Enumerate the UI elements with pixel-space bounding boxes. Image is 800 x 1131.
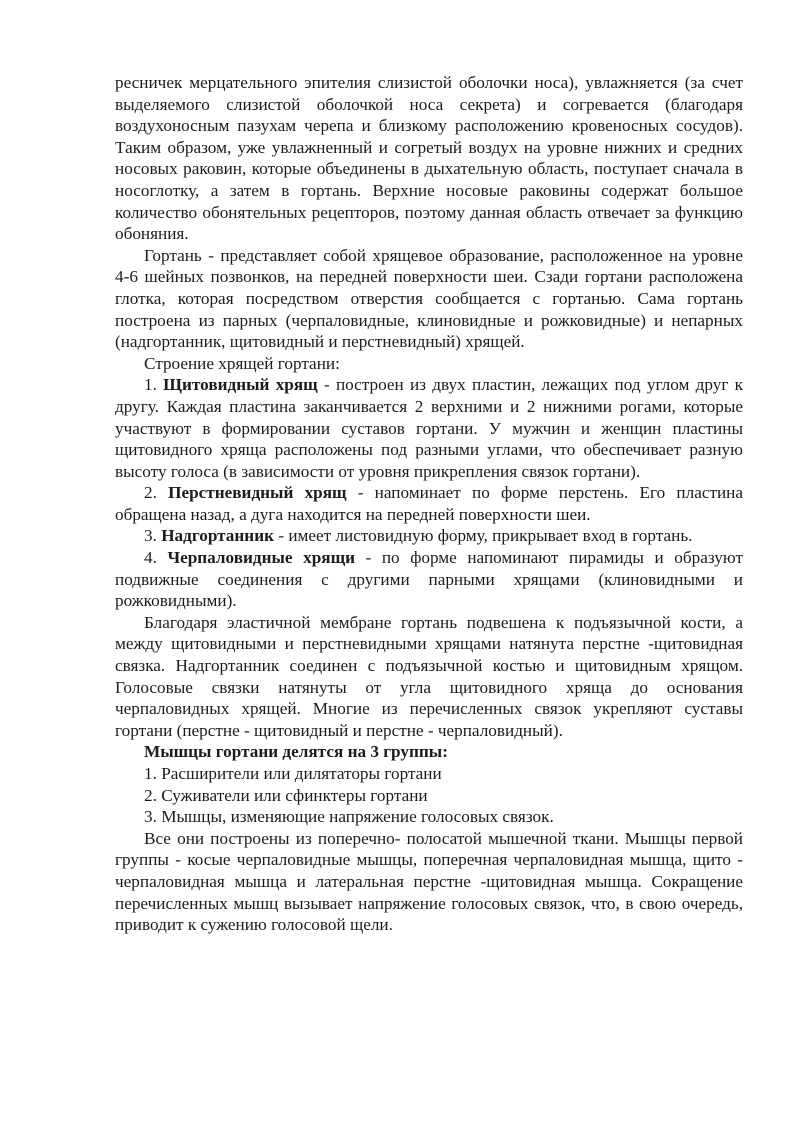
list-number: 3. — [144, 526, 162, 546]
list-number: 4. — [144, 548, 168, 568]
muscle-group-item: 2. Суживатели или сфинктеры гортани — [144, 785, 428, 805]
list-number: 2. — [144, 483, 169, 503]
list-item-cricoid-cartilage — [115, 482, 743, 525]
term-thyroid-cartilage: Щитовидный хрящ — [163, 375, 318, 395]
term-epiglottis: Надгортанник — [161, 526, 275, 546]
document-page — [115, 72, 743, 936]
muscle-group-item: 1. Расширители или дилятаторы гортани — [144, 764, 442, 783]
muscle-group-item: 3. Мышцы, изменяющие напряжение голосовых связок. — [144, 807, 554, 827]
paragraph-nose-air: ресничек мерцательного эпителия слизистой оболочки носа), увлажняется (за счет выделяемого слизистой оболочкой носа секрета) и согревается (благодаря воздухоносным пазухам черепа и близкому расположению кровеносных сосудов). Таким образом, уже увлажненный и согретый воздух на уровне нижних и средних носовых раковин, которые объединены в дыхательную область, поступает сначала в носоглотку, а затем в гортань. Верхние носовые раковины содержат большое количество обонятельных рецепторов, поэтому данная область отвечает за функцию обоняния. — [115, 73, 743, 244]
paragraph-larynx-intro: Гортань - представляет собой хрящевое образование, расположенное на уровне 4-6 шейных позвонков, на передней поверхности шеи. Сзади гортани расположена глотка, которая посредством отверстия сообщается с гортанью. Сама гортань построена из парных (черпаловидные, клиновидные и рожковидные) и непарных (надгортанник, щитовидный и перстневидный) хрящей. — [115, 245, 743, 352]
list-item-epiglottis — [115, 525, 743, 547]
definition-text: - построен из двух пластин, лежащих под углом друг к другу. Каждая пластина заканчивается 2 верхними и 2 нижними рогами, которые участвуют в формировании суставов гортани. У мужчин и женщин пластины щитовидного хряща расположены под разными углами, что обеспечивает разную высоту голоса (в зависимости от уровня прикрепления связок гортани). — [115, 375, 743, 481]
paragraph-muscles-detail: Все они построены из поперечно- полосатой мышечной ткани. Мышцы первой группы - косые черпаловидные мышцы, поперечная черпаловидная мышца, щито - черпаловидная мышца и латеральная перстне -щитовидная мышца. Сокращение перечисленных мышц вызывает напряжение голосовых связок, что, в свою очередь, приводит к сужению голосовой щели. — [115, 828, 743, 935]
muscles-heading-bold: Мышцы гортани делятся на 3 группы: — [144, 742, 448, 762]
cartilage-structure-heading: Строение хрящей гортани: — [144, 353, 340, 373]
definition-text: - имеет листовидную форму, прикрывает вход в гортань. — [274, 526, 693, 546]
definition-text: - напоминает по форме перстень. Его пластина обращена назад, а дуга находится на передней поверхности шеи. — [115, 483, 743, 524]
list-item-thyroid-cartilage — [115, 374, 743, 482]
list-item-arytenoid-cartilages — [115, 547, 743, 612]
term-cricoid-cartilage: Перстневидный хрящ — [168, 483, 347, 503]
definition-text: - по форме напоминают пирамиды и образуют подвижные соединения с другими парными хрящами (клиновидными и рожковидными). — [115, 548, 744, 611]
muscles-heading — [115, 741, 743, 763]
term-arytenoid-cartilages: Черпаловидные хрящи — [167, 548, 355, 568]
list-number: 1. — [144, 375, 164, 395]
paragraph-ligaments: Благодаря эластичной мембране гортань подвешена к подъязычной кости, а между щитовидными и перстневидными хрящами натянута перстне -щитовидная связка. Надгортанник соединен с подъязычной костью и щитовидным хрящом. Голосовые связки натянуты от угла щитовидного хряща до основания черпаловидных хрящей. Многие из перечисленных связок укрепляют суставы гортани (перстне - щитовидный и перстне - черпаловидный). — [115, 612, 743, 740]
